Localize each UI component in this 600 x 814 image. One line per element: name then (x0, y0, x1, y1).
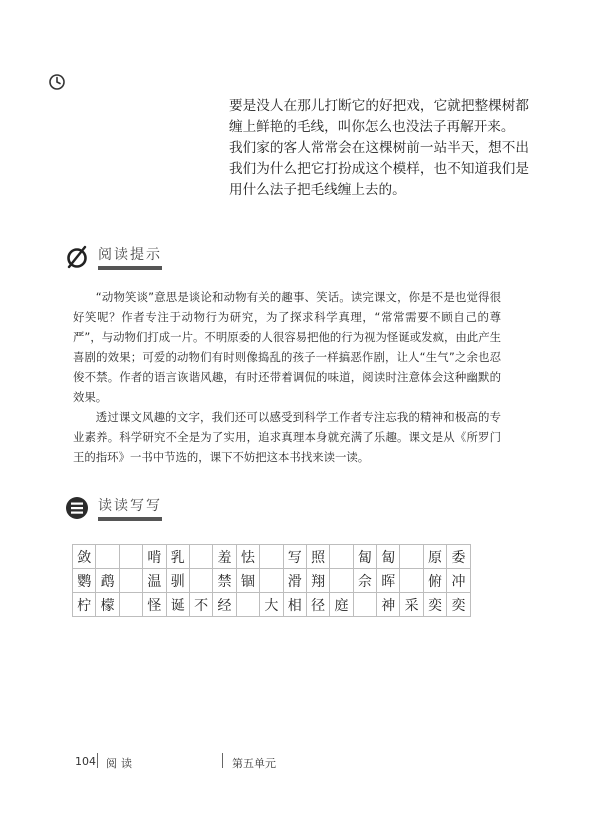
vocabulary-cell: 冲 (447, 569, 470, 593)
vocabulary-cell: 匐 (377, 545, 400, 569)
vocabulary-cell: 不 (189, 593, 212, 617)
reading-tips-title: 阅读提示 (98, 244, 162, 270)
clock-icon (48, 73, 66, 91)
vocabulary-cell: 温 (143, 569, 166, 593)
vocabulary-cell: 禁 (213, 569, 236, 593)
vocabulary-cell: 照 (306, 545, 329, 569)
vocabulary-cell: 原 (423, 545, 446, 569)
vocabulary-cell (353, 593, 376, 617)
vocabulary-cell: 晖 (377, 569, 400, 593)
vocabulary-cell (236, 593, 259, 617)
vocabulary-cell (260, 545, 283, 569)
vocabulary-cell: 檬 (96, 593, 119, 617)
vocabulary-cell: 委 (447, 545, 470, 569)
vocabulary-cell (400, 569, 423, 593)
vocabulary-row (73, 569, 471, 593)
vocabulary-cell: 佘 (353, 569, 376, 593)
reading-tips-icon (64, 244, 90, 270)
vocabulary-cell: 诞 (166, 593, 189, 617)
vocabulary-cell: 翔 (306, 569, 329, 593)
reading-tips-header (64, 244, 162, 270)
vocabulary-cell: 神 (377, 593, 400, 617)
vocabulary-cell: 经 (213, 593, 236, 617)
vocabulary-cell: 写 (283, 545, 306, 569)
page-number: 104 (75, 755, 96, 768)
vocabulary-cell: 驯 (166, 569, 189, 593)
read-write-header (64, 495, 162, 521)
passage-continuation (229, 96, 529, 201)
vocabulary-cell: 采 (400, 593, 423, 617)
vocabulary-cell: 敛 (73, 545, 96, 569)
vocabulary-cell: 径 (306, 593, 329, 617)
vocabulary-cell (189, 569, 212, 593)
vocabulary-cell: 相 (283, 593, 306, 617)
vocabulary-cell: 啃 (143, 545, 166, 569)
vocabulary-cell: 鹉 (96, 569, 119, 593)
vocabulary-cell: 奕 (423, 593, 446, 617)
vocabulary-cell: 怯 (236, 545, 259, 569)
vocabulary-cell (119, 545, 142, 569)
page-footer (0, 753, 600, 773)
vocabulary-cell: 匐 (353, 545, 376, 569)
vocabulary-row (73, 593, 471, 617)
vocabulary-cell (119, 569, 142, 593)
vocabulary-cell: 锢 (236, 569, 259, 593)
vocabulary-cell (119, 593, 142, 617)
vocabulary-cell (330, 545, 353, 569)
read-write-title: 读读写写 (98, 495, 162, 521)
vocabulary-cell: 柠 (73, 593, 96, 617)
vocabulary-cell: 大 (260, 593, 283, 617)
footer-divider (97, 753, 98, 768)
vocabulary-cell (96, 545, 119, 569)
tips-paragraph: “动物笑谈”意思是谈论和动物有关的趣事、笑话。读完课文，你是不是也觉得很好笑呢？作者专注于动物行为研究，为了探求科学真理，“常常需要不顾自己的尊严”，与动物们打成一片。不明原委的人很容易把他的行为视为怪诞或发疯，由此产生喜剧的效果；可爱的动物们有时则像捣乱的孩子一样搞恶作剧，让人“生气”之余也忍俊不禁。作者的语言诙谐风趣，有时还带着调侃的味道，阅读时注意体会这种幽默的效果。 (73, 290, 501, 404)
passage-paragraph: 我们家的客人常常会在这棵树前一站半天，想不出我们为什么把它打扮成这个模样，也不知道我们是用什么法子把毛线缠上去的。 (229, 140, 529, 198)
unit-label: 第五单元 (232, 757, 276, 770)
passage-paragraph: 要是没人在那儿打断它的好把戏，它就把整棵树都缠上鲜艳的毛线，叫你怎么也没法子再解开来。 (229, 98, 529, 135)
footer-divider (222, 753, 223, 768)
vocabulary-cell (400, 545, 423, 569)
vocabulary-cell (330, 569, 353, 593)
vocabulary-row (73, 545, 471, 569)
tips-paragraph: 透过课文风趣的文字，我们还可以感受到科学工作者专注忘我的精神和极高的专业素养。科学研究不全是为了实用，追求真理本身就充满了乐趣。课文是从《所罗门王的指环》一书中节选的，课下不妨把这本书找来读一读。 (73, 410, 501, 464)
vocabulary-cell: 怪 (143, 593, 166, 617)
book-title: 阅读 (106, 757, 136, 770)
vocabulary-cell: 乳 (166, 545, 189, 569)
vocabulary-cell: 庭 (330, 593, 353, 617)
vocabulary-cell: 羞 (213, 545, 236, 569)
vocabulary-cell: 俯 (423, 569, 446, 593)
vocabulary-cell: 鹦 (73, 569, 96, 593)
vocabulary-cell (260, 569, 283, 593)
vocabulary-cell: 滑 (283, 569, 306, 593)
vocabulary-grid (72, 544, 471, 617)
read-write-icon (64, 495, 90, 521)
vocabulary-cell: 奕 (447, 593, 470, 617)
reading-tips-body (73, 287, 501, 467)
vocabulary-cell (189, 545, 212, 569)
